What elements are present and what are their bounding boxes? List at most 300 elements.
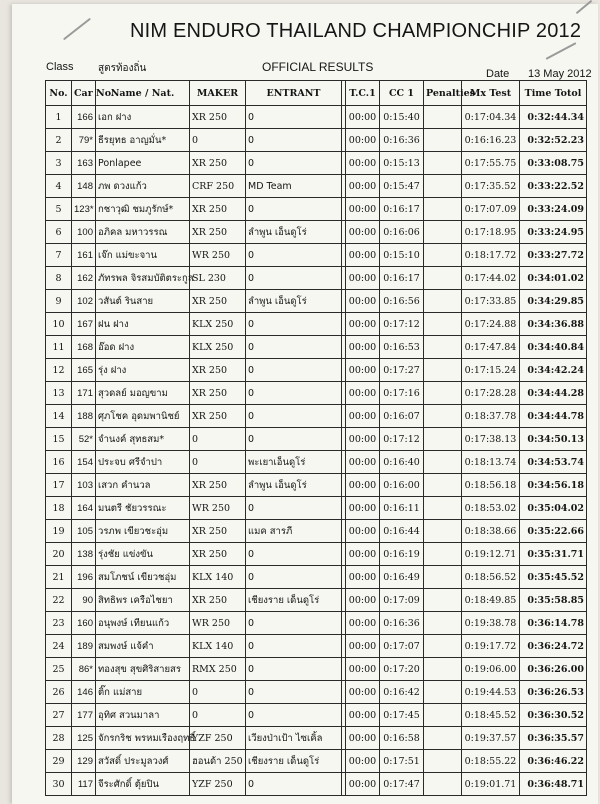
table-row (46, 175, 587, 198)
maker: XR 250 (190, 290, 246, 313)
rider-name: อภิคล มหาวรรณ (96, 221, 190, 244)
rider-name: สมโภชน์ เขียวชอุ่ม (96, 566, 190, 589)
header-row (46, 81, 587, 106)
rider-name: เจ๊ก แม่ขะจาน (96, 244, 190, 267)
maker: XR 250 (190, 359, 246, 382)
time-total: 0:33:08.75 (520, 152, 587, 175)
row-no: 11 (46, 336, 72, 359)
table-row (46, 543, 587, 566)
cc1-time: 0:16:42 (380, 681, 424, 704)
row-no: 13 (46, 382, 72, 405)
row-no: 22 (46, 589, 72, 612)
car-number: 165 (72, 359, 96, 382)
entrant: 0 (246, 313, 342, 336)
class-label: Class (46, 61, 74, 73)
car-number: 125 (72, 727, 96, 750)
cc1-time: 0:16:40 (380, 451, 424, 474)
time-total: 0:34:42.24 (520, 359, 587, 382)
col-maker: MAKER (190, 81, 246, 106)
table-row (46, 290, 587, 313)
rider-name: สวัสดิ์ ประมูลวงศ์ (96, 750, 190, 773)
tc1-time: 00:00 (346, 474, 380, 497)
car-number: 90 (72, 589, 96, 612)
rider-name: จีระศักดิ์ ตุ้ยปิน (96, 773, 190, 796)
table-row (46, 198, 587, 221)
cc1-time: 0:17:09 (380, 589, 424, 612)
cc1-time: 0:15:13 (380, 152, 424, 175)
maker: SL 230 (190, 267, 246, 290)
row-no: 6 (46, 221, 72, 244)
table-row (46, 221, 587, 244)
results-table (45, 80, 587, 796)
penalties (424, 773, 462, 796)
row-no: 10 (46, 313, 72, 336)
tc1-time: 00:00 (346, 221, 380, 244)
table-row (46, 336, 587, 359)
table-row (46, 451, 587, 474)
row-no: 18 (46, 497, 72, 520)
table-row (46, 129, 587, 152)
row-no: 4 (46, 175, 72, 198)
time-total: 0:36:48.71 (520, 773, 587, 796)
cc1-time: 0:16:11 (380, 497, 424, 520)
cc1-time: 0:16:36 (380, 129, 424, 152)
tc1-time: 00:00 (346, 382, 380, 405)
time-total: 0:32:44.34 (520, 106, 587, 129)
row-no: 5 (46, 198, 72, 221)
tc1-time: 00:00 (346, 566, 380, 589)
car-number: 146 (72, 681, 96, 704)
penalties (424, 520, 462, 543)
mx-test-time: 0:18:49.85 (462, 589, 520, 612)
cc1-time: 0:16:19 (380, 543, 424, 566)
tc1-time: 00:00 (346, 198, 380, 221)
rider-name: อนุพงษ์ เทียนแก้ว (96, 612, 190, 635)
rider-name: วรภพ เขียวชะอุ่ม (96, 520, 190, 543)
table-row (46, 359, 587, 382)
penalties (424, 428, 462, 451)
row-no: 19 (46, 520, 72, 543)
rider-name: สมพงษ์ แจ้คำ (96, 635, 190, 658)
row-no: 30 (46, 773, 72, 796)
row-no: 25 (46, 658, 72, 681)
tc1-time: 00:00 (346, 750, 380, 773)
table-row (46, 520, 587, 543)
car-number: 117 (72, 773, 96, 796)
entrant: 0 (246, 658, 342, 681)
rider-name: อุทิศ สวนมาลา (96, 704, 190, 727)
car-number: 102 (72, 290, 96, 313)
col-time-total: Time Totol (520, 81, 587, 106)
entrant: เชียงราย เด็นดูโร่ (246, 589, 342, 612)
rider-name: ภัทรพล จิรสมบัติตระกูล (96, 267, 190, 290)
car-number: 86* (72, 658, 96, 681)
time-total: 0:36:26.00 (520, 658, 587, 681)
car-number: 79* (72, 129, 96, 152)
mx-test-time: 0:17:15.24 (462, 359, 520, 382)
time-total: 0:33:24.95 (520, 221, 587, 244)
penalties (424, 336, 462, 359)
rider-name: สิทธิพร เครือไชยา (96, 589, 190, 612)
cc1-time: 0:17:47 (380, 773, 424, 796)
time-total: 0:36:46.22 (520, 750, 587, 773)
table-row (46, 589, 587, 612)
time-total: 0:33:27.72 (520, 244, 587, 267)
penalties (424, 704, 462, 727)
penalties (424, 727, 462, 750)
mx-test-time: 0:19:06.00 (462, 658, 520, 681)
cc1-time: 0:16:44 (380, 520, 424, 543)
row-no: 14 (46, 405, 72, 428)
cc1-time: 0:17:45 (380, 704, 424, 727)
penalties (424, 244, 462, 267)
tc1-time: 00:00 (346, 267, 380, 290)
table-row (46, 727, 587, 750)
tc1-time: 00:00 (346, 658, 380, 681)
tc1-time: 00:00 (346, 359, 380, 382)
row-no: 1 (46, 106, 72, 129)
entrant: 0 (246, 704, 342, 727)
maker: KLX 250 (190, 313, 246, 336)
time-total: 0:34:40.84 (520, 336, 587, 359)
penalties (424, 382, 462, 405)
time-total: 0:35:04.02 (520, 497, 587, 520)
entrant: 0 (246, 612, 342, 635)
maker: XR 250 (190, 198, 246, 221)
cc1-time: 0:17:07 (380, 635, 424, 658)
time-total: 0:35:58.85 (520, 589, 587, 612)
tc1-time: 00:00 (346, 727, 380, 750)
table-row (46, 497, 587, 520)
entrant: เวียงป่าเป้า ไซเคิ้ล (246, 727, 342, 750)
tc1-time: 00:00 (346, 681, 380, 704)
table-row (46, 635, 587, 658)
car-number: 161 (72, 244, 96, 267)
row-no: 28 (46, 727, 72, 750)
entrant: ลำพูน เอ็นดูโร่ (246, 474, 342, 497)
maker: XR 250 (190, 152, 246, 175)
table-row (46, 405, 587, 428)
tc1-time: 00:00 (346, 543, 380, 566)
entrant: 0 (246, 336, 342, 359)
mx-test-time: 0:17:55.75 (462, 152, 520, 175)
cc1-time: 0:16:36 (380, 612, 424, 635)
maker: XR 250 (190, 543, 246, 566)
col-tc1: T.C.1 (346, 81, 380, 106)
penalties (424, 635, 462, 658)
tc1-time: 00:00 (346, 129, 380, 152)
time-total: 0:36:24.72 (520, 635, 587, 658)
table-row (46, 313, 587, 336)
table-row (46, 474, 587, 497)
mx-test-time: 0:17:24.88 (462, 313, 520, 336)
time-total: 0:33:24.09 (520, 198, 587, 221)
rider-name: รุ่ง ฝาง (96, 359, 190, 382)
maker: 0 (190, 428, 246, 451)
mx-test-time: 0:17:18.95 (462, 221, 520, 244)
mx-test-time: 0:18:17.72 (462, 244, 520, 267)
car-number: 171 (72, 382, 96, 405)
cc1-time: 0:17:16 (380, 382, 424, 405)
penalties (424, 267, 462, 290)
entrant: ลำพูน เอ็นดูโร่ (246, 290, 342, 313)
penalties (424, 198, 462, 221)
maker: KLX 250 (190, 336, 246, 359)
maker: 0 (190, 129, 246, 152)
time-total: 0:34:01.02 (520, 267, 587, 290)
entrant: พะเยาเอ็นดูโร่ (246, 451, 342, 474)
entrant: 0 (246, 635, 342, 658)
tc1-time: 00:00 (346, 589, 380, 612)
entrant: ลำพูน เอ็นดูโร่ (246, 221, 342, 244)
maker: KLX 140 (190, 635, 246, 658)
car-number: 148 (72, 175, 96, 198)
maker: YZF 250 (190, 773, 246, 796)
tc1-time: 00:00 (346, 704, 380, 727)
time-total: 0:36:14.78 (520, 612, 587, 635)
rider-name: จักรกริช พรหมเรืองฤทธิ์ (96, 727, 190, 750)
official-results-heading: OFFICIAL RESULTS (262, 60, 374, 74)
row-no: 7 (46, 244, 72, 267)
time-total: 0:35:22.66 (520, 520, 587, 543)
entrant: 0 (246, 244, 342, 267)
tc1-time: 00:00 (346, 290, 380, 313)
col-no: No. (46, 81, 72, 106)
rider-name: อ๊อด ฝาง (96, 336, 190, 359)
cc1-time: 0:16:56 (380, 290, 424, 313)
car-number: 138 (72, 543, 96, 566)
mx-test-time: 0:18:38.66 (462, 520, 520, 543)
mx-test-time: 0:17:28.28 (462, 382, 520, 405)
mx-test-time: 0:18:56.18 (462, 474, 520, 497)
cc1-time: 0:17:12 (380, 313, 424, 336)
table-row (46, 566, 587, 589)
mx-test-time: 0:18:53.02 (462, 497, 520, 520)
rider-name: เอก ฝาง (96, 106, 190, 129)
rider-name: Ponlapee (96, 152, 190, 175)
cc1-time: 0:16:58 (380, 727, 424, 750)
car-number: 123* (72, 198, 96, 221)
entrant: 0 (246, 198, 342, 221)
penalties (424, 566, 462, 589)
col-entrant: ENTRANT (246, 81, 342, 106)
rider-name: วสันต์ รินสาย (96, 290, 190, 313)
maker: XR 250 (190, 221, 246, 244)
rider-name: ธีรยุทธ อาญมั่น* (96, 129, 190, 152)
tc1-time: 00:00 (346, 451, 380, 474)
penalties (424, 290, 462, 313)
mx-test-time: 0:18:37.78 (462, 405, 520, 428)
mx-test-time: 0:19:44.53 (462, 681, 520, 704)
car-number: 129 (72, 750, 96, 773)
tc1-time: 00:00 (346, 520, 380, 543)
rider-name: กชาวุฒิ ชมภูรักษ์* (96, 198, 190, 221)
cc1-time: 0:16:53 (380, 336, 424, 359)
cc1-time: 0:16:17 (380, 198, 424, 221)
mx-test-time: 0:19:37.57 (462, 727, 520, 750)
car-number: 188 (72, 405, 96, 428)
mx-test-time: 0:17:35.52 (462, 175, 520, 198)
mx-test-time: 0:16:16.23 (462, 129, 520, 152)
penalties (424, 497, 462, 520)
rider-name: รุ่งชัย แข่งขัน (96, 543, 190, 566)
mx-test-time: 0:17:04.34 (462, 106, 520, 129)
row-no: 15 (46, 428, 72, 451)
mx-test-time: 0:19:12.71 (462, 543, 520, 566)
penalties (424, 359, 462, 382)
time-total: 0:34:44.78 (520, 405, 587, 428)
time-total: 0:34:53.74 (520, 451, 587, 474)
rider-name: ประจบ ศรีจำปา (96, 451, 190, 474)
entrant: 0 (246, 497, 342, 520)
table-row (46, 612, 587, 635)
entrant: เชียงราย เด็นดูโร่ (246, 750, 342, 773)
time-total: 0:33:22.52 (520, 175, 587, 198)
row-no: 26 (46, 681, 72, 704)
tc1-time: 00:00 (346, 635, 380, 658)
time-total: 0:34:56.18 (520, 474, 587, 497)
mx-test-time: 0:18:45.52 (462, 704, 520, 727)
maker: WR 250 (190, 244, 246, 267)
entrant: 0 (246, 129, 342, 152)
table-row (46, 382, 587, 405)
car-number: 105 (72, 520, 96, 543)
car-number: 100 (72, 221, 96, 244)
rider-name: ภพ ดวงแก้ว (96, 175, 190, 198)
row-no: 8 (46, 267, 72, 290)
tc1-time: 00:00 (346, 244, 380, 267)
row-no: 2 (46, 129, 72, 152)
mx-test-time: 0:17:44.02 (462, 267, 520, 290)
penalties (424, 612, 462, 635)
entrant: 0 (246, 681, 342, 704)
entrant: 0 (246, 267, 342, 290)
penalties (424, 221, 462, 244)
cc1-time: 0:15:47 (380, 175, 424, 198)
time-total: 0:35:45.52 (520, 566, 587, 589)
car-number: 103 (72, 474, 96, 497)
time-total: 0:32:52.23 (520, 129, 587, 152)
entrant: 0 (246, 152, 342, 175)
table-row (46, 658, 587, 681)
cc1-time: 0:17:12 (380, 428, 424, 451)
car-number: 177 (72, 704, 96, 727)
cc1-time: 0:16:49 (380, 566, 424, 589)
tc1-time: 00:00 (346, 336, 380, 359)
time-total: 0:34:29.85 (520, 290, 587, 313)
rider-name: สุวดลย์ มอญขาม (96, 382, 190, 405)
row-no: 3 (46, 152, 72, 175)
tc1-time: 00:00 (346, 428, 380, 451)
car-number: 162 (72, 267, 96, 290)
cc1-time: 0:15:40 (380, 106, 424, 129)
entrant: MD Team (246, 175, 342, 198)
col-name: Name / Nat. (96, 81, 190, 106)
maker: RMX 250 (190, 658, 246, 681)
maker: CRF 250 (190, 175, 246, 198)
maker: YZF 250 (190, 727, 246, 750)
rider-name: ติ๊ก แม่สาย (96, 681, 190, 704)
time-total: 0:36:35.57 (520, 727, 587, 750)
entrant: 0 (246, 566, 342, 589)
penalties (424, 175, 462, 198)
row-no: 12 (46, 359, 72, 382)
mx-test-time: 0:18:56.52 (462, 566, 520, 589)
maker: KLX 140 (190, 566, 246, 589)
maker: ฮอนด้า 250 (190, 750, 246, 773)
entrant: 0 (246, 106, 342, 129)
penalties (424, 405, 462, 428)
penalties (424, 543, 462, 566)
car-number: 168 (72, 336, 96, 359)
rider-name: ศุภโชค อุดมพานิชย์ (96, 405, 190, 428)
row-no: 9 (46, 290, 72, 313)
maker: 0 (190, 681, 246, 704)
penalties (424, 474, 462, 497)
rider-name: เสวก คำนวล (96, 474, 190, 497)
table-row (46, 244, 587, 267)
mx-test-time: 0:19:01.71 (462, 773, 520, 796)
table-row (46, 152, 587, 175)
penalties (424, 681, 462, 704)
rider-name: ฝน ฝาง (96, 313, 190, 336)
maker: XR 250 (190, 106, 246, 129)
row-no: 23 (46, 612, 72, 635)
mx-test-time: 0:19:17.72 (462, 635, 520, 658)
maker: 0 (190, 704, 246, 727)
entrant: 0 (246, 773, 342, 796)
time-total: 0:34:36.88 (520, 313, 587, 336)
mx-test-time: 0:18:13.74 (462, 451, 520, 474)
tc1-time: 00:00 (346, 152, 380, 175)
mx-test-time: 0:17:38.13 (462, 428, 520, 451)
penalties (424, 451, 462, 474)
entrant: 0 (246, 428, 342, 451)
mx-test-time: 0:18:55.22 (462, 750, 520, 773)
car-number: 164 (72, 497, 96, 520)
table-row (46, 267, 587, 290)
penalties (424, 152, 462, 175)
time-total: 0:34:50.13 (520, 428, 587, 451)
tc1-time: 00:00 (346, 106, 380, 129)
table-row (46, 106, 587, 129)
cc1-time: 0:15:10 (380, 244, 424, 267)
maker: WR 250 (190, 612, 246, 635)
tc1-time: 00:00 (346, 175, 380, 198)
row-no: 20 (46, 543, 72, 566)
maker: XR 250 (190, 405, 246, 428)
table-row (46, 750, 587, 773)
cc1-time: 0:17:27 (380, 359, 424, 382)
row-no: 24 (46, 635, 72, 658)
penalties (424, 658, 462, 681)
col-car-no: Car No. (72, 81, 96, 106)
row-no: 17 (46, 474, 72, 497)
car-number: 196 (72, 566, 96, 589)
time-total: 0:34:44.28 (520, 382, 587, 405)
table-row (46, 704, 587, 727)
row-no: 29 (46, 750, 72, 773)
car-number: 52* (72, 428, 96, 451)
penalties (424, 313, 462, 336)
rider-name: มนตรี ชัยวรรณะ (96, 497, 190, 520)
row-no: 16 (46, 451, 72, 474)
table-row (46, 773, 587, 796)
date-value: 13 May 2012 (528, 68, 592, 80)
tc1-time: 00:00 (346, 497, 380, 520)
mx-test-time: 0:19:38.78 (462, 612, 520, 635)
entrant: 0 (246, 543, 342, 566)
